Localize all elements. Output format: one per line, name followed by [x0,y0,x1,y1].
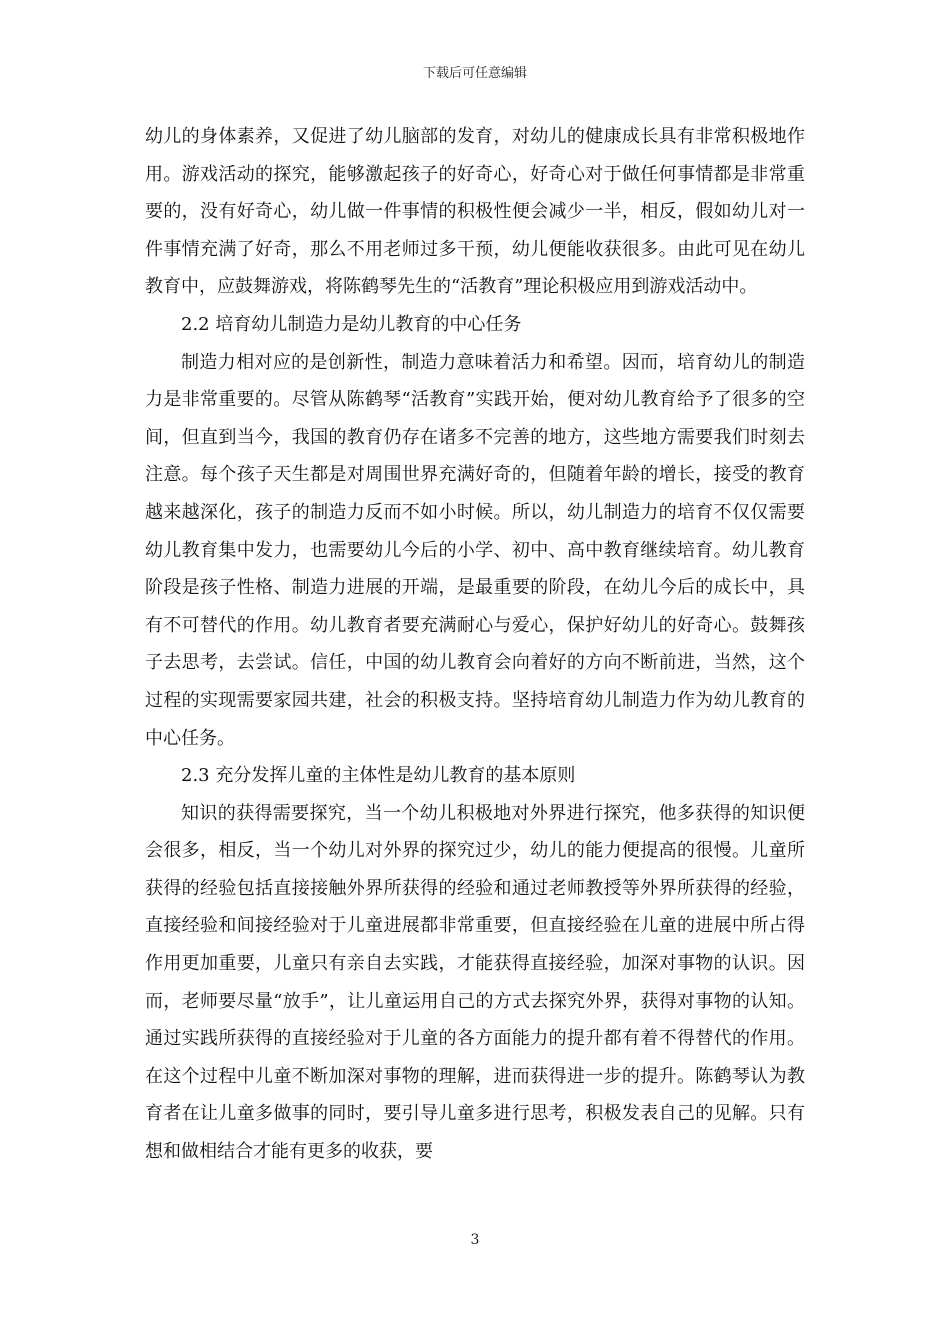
paragraph-section-2-3: 知识的获得需要探究，当一个幼儿积极地对外界进行探究，他多获得的知识便会很多，相反，当一个幼儿对外界的探究过少，幼儿的能力便提高的很慢。儿童所获得的经验包括直接接触外界所获得的经验和通过老师教授等外界所获得的经验，直接经验和间接经验对于儿童进展都非常重要，但直接经验在儿童的进展中所占得作用更加重要，儿童只有亲自去实践，才能获得直接经验，加深对事物的认识。因而，老师要尽量“放手”，让儿童运用自己的方式去探究外界，获得对事物的认知。通过实践所获得的直接经验对于儿童的各方面能力的提升都有着不得替代的作用。在这个过程中儿童不断加深对事物的理解，进而获得进一步的提升。陈鹤琴认为教育者在让儿童多做事的同时，要引导儿童多进行思考，积极发表自己的见解。只有想和做相结合才能有更多的收获，要 [145,802,805,1163]
page-number: 3 [470,1232,480,1248]
document-body [145,118,805,1171]
paragraph-section-2-2: 制造力相对应的是创新性，制造力意味着活力和希望。因而，培育幼儿的制造力是非常重要的。尽管从陈鹤琴“活教育”实践开始，便对幼儿教育给予了很多的空间，但直到当今，我国的教育仍存在诸多不完善的地方，这些地方需要我们时刻去注意。每个孩子天生都是对周围世界充满好奇的，但随着年龄的增长，接受的教育越来越深化，孩子的制造力反而不如小时候。所以，幼儿制造力的培育不仅仅需要幼儿教育集中发力，也需要幼儿今后的小学、初中、高中教育继续培育。幼儿教育阶段是孩子性格、制造力进展的开端，是最重要的阶段，在幼儿今后的成长中，具有不可替代的作用。幼儿教育者要充满耐心与爱心，保护好幼儿的好奇心。鼓舞孩子去思考，去尝试。信任，中国的幼儿教育会向着好的方向不断前进，当然，这个过程的实现需要家园共建，社会的积极支持。坚持培育幼儿制造力作为幼儿教育的中心任务。 [145,351,805,749]
section-heading-2-3: 2.3 充分发挥儿童的主体性是幼儿教育的基本原则 [181,765,576,787]
paragraph-continued: 幼儿的身体素养，又促进了幼儿脑部的发育，对幼儿的健康成长具有非常积极地作用。游戏活动的探究，能够激起孩子的好奇心，好奇心对于做任何事情都是非常重要的，没有好奇心，幼儿做一件事情的积极性便会减少一半，相反，假如幼儿对一件事情充满了好奇，那么不用老师过多干预，幼儿便能收获很多。由此可见在幼儿教育中，应鼓舞游戏，将陈鹤琴先生的“活教育”理论积极应用到游戏活动中。 [145,126,805,298]
section-heading-2-2: 2.2 培育幼儿制造力是幼儿教育的中心任务 [181,313,522,335]
page-header: 下载后可任意编辑 [422,66,527,81]
